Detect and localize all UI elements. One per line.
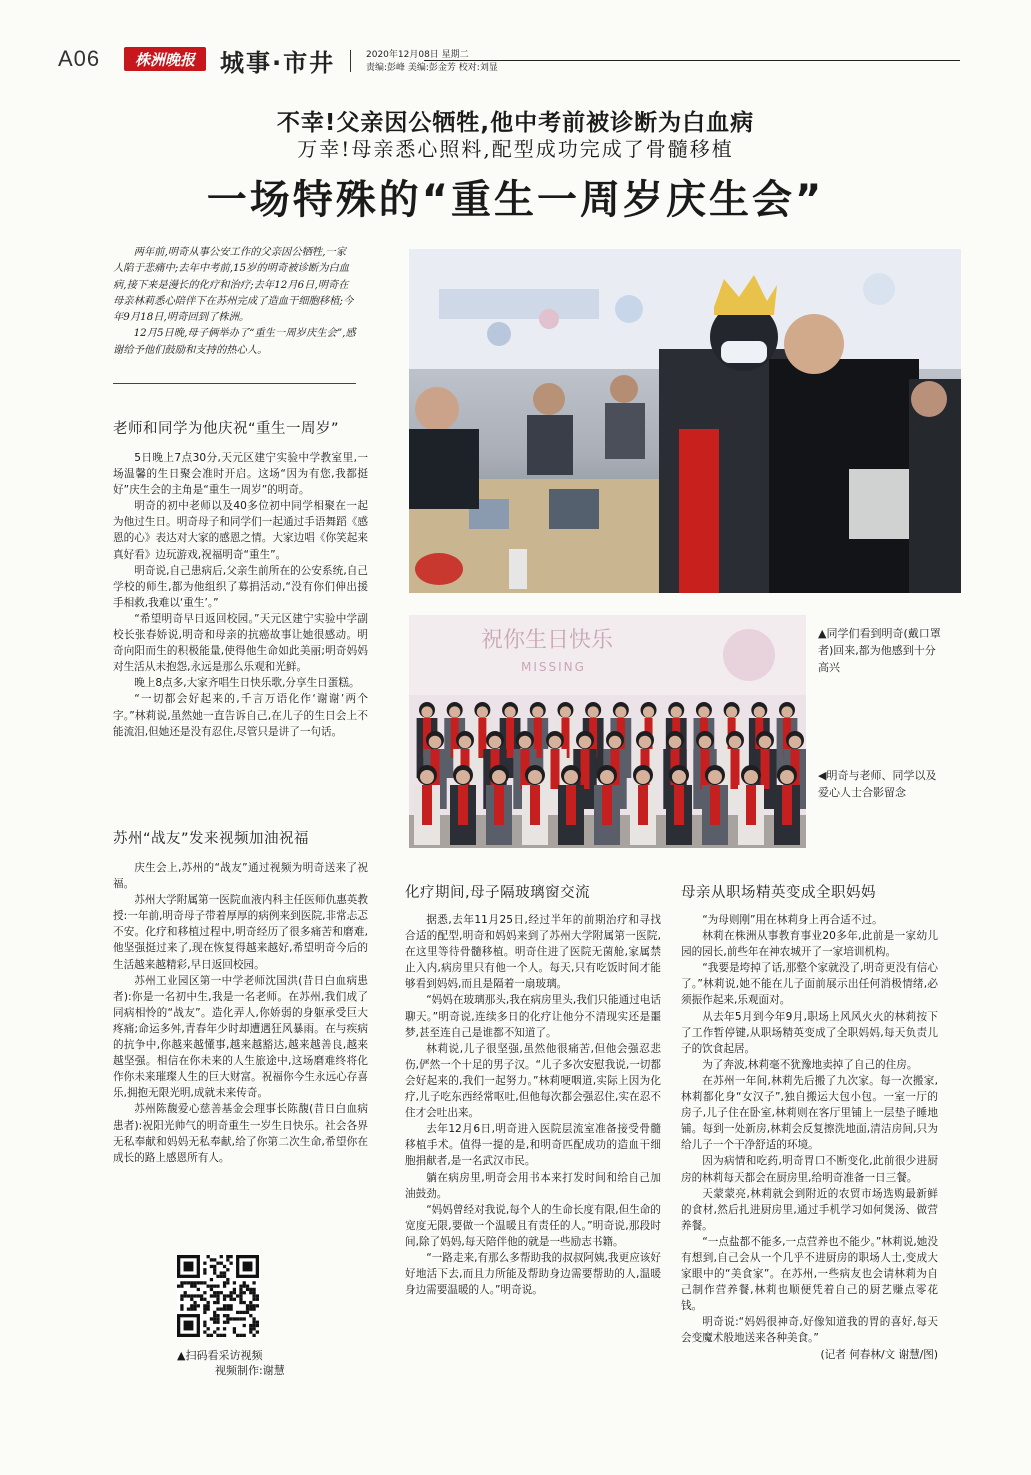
kicker-headline-1: 不幸!父亲因公牺牲,他中考前被诊断为白血病 <box>276 110 755 136</box>
issue-date: 2020年12月08日 星期二 <box>366 50 469 60</box>
qr-caption-line-2: 视频制作:谢慧 <box>215 1364 285 1377</box>
paragraph: “一切都会好起来的,千言万语化作‘谢谢’两个字。”林莉说,虽然她一直告诉自己,在儿子的生日会上不能流泪,但她还是没有忍住,尽管只是讲了一句话。 <box>113 693 368 738</box>
qr-caption-line-1: ▲扫码看采访视频 <box>177 1349 263 1362</box>
qr-code[interactable] <box>177 1255 259 1337</box>
section1-body <box>113 450 368 740</box>
qr-caption <box>177 1348 285 1378</box>
paragraph: “我要是垮掉了话,那整个家就没了,明奇更没有信心了。”林莉说,她不能在儿子面前展示出任何消极情绪,必须振作起来,乐观面对。 <box>681 962 938 1007</box>
paragraph: “一点盐都不能多,一点营养也不能少。”林莉说,她没有想到,自己会从一个几乎不进厨房的职场人士,变成大家眼中的“美食家”。在苏州,一些病友也会请林莉为自己制作营养餐,林莉也顺便凭着自己的厨艺赚点零花钱。 <box>681 1235 938 1313</box>
banner-text: 祝你生日快乐 <box>481 628 614 653</box>
paragraph: 晚上8点多,大家齐唱生日快乐歌,分享生日蛋糕。 <box>134 677 360 690</box>
paragraph: “妈妈在玻璃那头,我在病房里头,我们只能通过电话聊天。”明奇说,连续多日的化疗让他分不清现实还是噩梦,甚至连自己是谁都不知道了。 <box>405 994 661 1039</box>
photo-celebration <box>409 249 961 593</box>
paragraph: “一路走来,有那么多帮助我的叔叔阿姨,我更应该好好地活下去,而且力所能及帮助身边需要帮助的人,温暖身边需要温暖的人。”明奇说。 <box>405 1251 661 1297</box>
paragraph: 在苏州一年间,林莉先后搬了九次家。每一次搬家,林莉都化身“女汉子”,独自搬运大包小包。一室一厅的房子,儿子住在卧室,林莉则在客厅里铺上一层垫子睡地铺。每到一处新房,林莉会反复擦洗地面,清洁房间,只为给儿子一个干净舒适的环境。 <box>681 1074 938 1152</box>
masthead-rule <box>424 60 960 61</box>
paragraph: 苏州工业园区第一中学老师沈国洪(昔日白血病患者):你是一名初中生,我是一名老师。在苏州,我们成了同病相怜的“战友”。造化弄人,你娇弱的身躯承受巨大疼痛;命运多舛,青春年少时却遭遇狂风暴雨。在与疾病的抗争中,你越来越懂事,越来越豁达,越来越善良,越来越坚强。相信在你未来的人生旅途中,这场磨难终将化作你未来璀璨人生的巨大财富。祝福你今生永远心存喜乐,拥抱无限光明,成就未来传奇。 <box>113 974 368 1100</box>
paragraph: 据悉,去年11月25日,经过半年的前期治疗和寻找合适的配型,明奇和妈妈来到了苏州大学附属第一医院,在这里等待骨髓移植。明奇住进了医院无菌舱,家属禁止入内,病房里只有他一个人。每天,只有吃饭时间才能够看到妈妈,而且是隔着一扇玻璃。 <box>405 914 661 991</box>
paragraph: 从去年5月到今年9月,职场上风风火火的林莉按下了工作暂停键,从职场精英变成了全职妈妈,每天负责儿子的饮食起居。 <box>681 1010 938 1055</box>
lead-paragraphs <box>113 244 356 358</box>
newspaper-logo: 株洲晚报 <box>124 47 206 71</box>
dateline <box>366 49 498 75</box>
section2-title: 苏州“战友”发来视频加油祝福 <box>113 831 310 847</box>
page-number: A06 <box>58 46 101 71</box>
paragraph: 明奇说,自己患病后,父亲生前所在的公安系统,自己学校的师生,都为他组织了募捐活动,“没有你们伸出援手相救,我难以‘重生’。” <box>113 564 368 609</box>
lead-paragraph: 两年前,明奇从事公安工作的父亲因公牺牲,一家人陷于悲痛中;去年中考前,15岁的明奇被诊断为白血病,接下来是漫长的化疗和治疗;去年12月6日,明奇在母亲林莉悉心陪伴下在苏州完成了造血干细胞移植;今年9月18日,明奇回到了株洲。 <box>113 246 354 324</box>
lead-divider <box>113 383 356 384</box>
section2-body <box>113 860 368 1166</box>
paragraph: “为母则刚”用在林莉身上再合适不过。 <box>702 914 883 926</box>
section4-body <box>681 912 938 1363</box>
paragraph: 苏州陈馥爱心慈善基金会理事长陈馥(昔日白血病患者):祝阳光帅气的明奇重生一岁生日快乐。社会各界无私奉献和妈妈无私奉献,给了你第二次生命,希望你在成长的路上感恩所有人。 <box>113 1103 368 1164</box>
paragraph: 林莉说,儿子很坚强,虽然他很痛苦,但他会强忍悲伤,俨然一个十足的男子汉。“儿子多次安慰我说,一切都会好起来的,我们一起努力。”林莉哽咽道,实际上因为化疗,儿子吃东西经常呕吐,但他每次都会强忍住,实在忍不住才会吐出来。 <box>405 1042 661 1120</box>
paragraph: “妈妈曾经对我说,每个人的生命长度有限,但生命的宽度无限,要做一个温暖且有责任的人。”明奇说,那段时间,除了妈妈,每天陪伴他的就是一些励志书籍。 <box>405 1203 661 1248</box>
section3-title: 化疗期间,母子隔玻璃窗交流 <box>405 885 591 901</box>
qr-code-image <box>177 1255 259 1337</box>
paragraph: 庆生会上,苏州的“战友”通过视频为明奇送来了祝福。 <box>113 862 368 891</box>
byline: (记者 何春林/文 谢慧/图) <box>820 1348 938 1361</box>
section-title: 城事·市井 <box>220 49 336 77</box>
paragraph: 因为病情和吃药,明奇胃口不断变化,此前很少进厨房的林莉每天都会在厨房里,给明奇准备一日三餐。 <box>681 1155 938 1184</box>
paragraph: 躺在病房里,明奇会用书本来打发时间和给自己加油鼓劲。 <box>405 1171 661 1200</box>
section1-title: 老师和同学为他庆祝“重生一周岁” <box>113 421 340 437</box>
paragraph: 为了奔波,林莉毫不犹豫地卖掉了自己的住房。 <box>702 1058 918 1071</box>
photo-group <box>409 615 806 848</box>
lead-paragraph: 12月5日晚,母子俩举办了“重生一周岁庆生会”,感谢给予他们鼓励和支持的热心人。 <box>113 327 356 356</box>
paragraph: 明奇的初中老师以及40多位初中同学相聚在一起为他过生日。明奇母子和同学们一起通过手语舞蹈《感恩的心》表达对大家的感恩之情。大家边唱《你笑起来真好看》边玩游戏,祝福明奇“重生”。 <box>113 500 368 561</box>
paragraph: 5日晚上7点30分,天元区建宁实验中学教室里,一场温馨的生日聚会准时开启。这场“因为有您,我都挺好”庆生会的主角是“重生一周岁”的明奇。 <box>113 452 368 497</box>
editor-credits: 责编:彭峰 美编:彭金芳 校对:刘显 <box>366 63 498 73</box>
kicker-headline-2: 万幸!母亲悉心照料,配型成功完成了骨髓移植 <box>297 137 734 161</box>
banner-text-2: MISSING <box>521 660 586 674</box>
main-headline: 一场特殊的“重生一周岁庆生会” <box>206 177 825 223</box>
paragraph: 苏州大学附属第一医院血液内科主任医师仇惠英教授:一年前,明奇母子带着厚厚的病例来到医院,非常忐忑不安。化疗和移植过程中,明奇经历了很多痛苦和磨难,他坚强挺过来了,现在恢复得越来越好,希望明奇今后的生活越来越精彩,早日返回校园。 <box>113 894 368 971</box>
paragraph: “希望明奇早日返回校园。”天元区建宁实验中学副校长张春娇说,明奇和母亲的抗癌故事让她很感动。明奇向阳而生的积极能量,使得他生命如此美丽;明奇妈妈对生活从未抱怨,永远是那么乐观和光鲜。 <box>113 612 368 674</box>
paragraph: 天蒙蒙亮,林莉就会到附近的农贸市场选购最新鲜的食材,然后扎进厨房里,通过手机学习如何煲汤、做营养餐。 <box>681 1187 938 1232</box>
paragraph: 去年12月6日,明奇进入医院层流室准备接受骨髓移植手术。值得一提的是,和明奇匹配成功的造血干细胞捐献者,是一名武汉市民。 <box>405 1123 661 1168</box>
photo-caption-2: ◀明奇与老师、同学以及爱心人士合影留念 <box>818 769 937 799</box>
photo-caption-1: ▲同学们看到明奇(戴口罩者)回来,都为他感到十分高兴 <box>818 627 941 674</box>
section4-title: 母亲从职场精英变成全职妈妈 <box>681 885 876 901</box>
paragraph: 林莉在株洲从事教育事业20多年,此前是一家幼儿园的园长,前些年在神农城开了一家培训机构。 <box>681 930 938 959</box>
masthead-divider <box>350 50 351 72</box>
paragraph: 明奇说:“妈妈很神奇,好像知道我的胃的喜好,每天会变魔术般地送来各种美食。” <box>681 1316 938 1345</box>
section3-body <box>405 912 661 1298</box>
